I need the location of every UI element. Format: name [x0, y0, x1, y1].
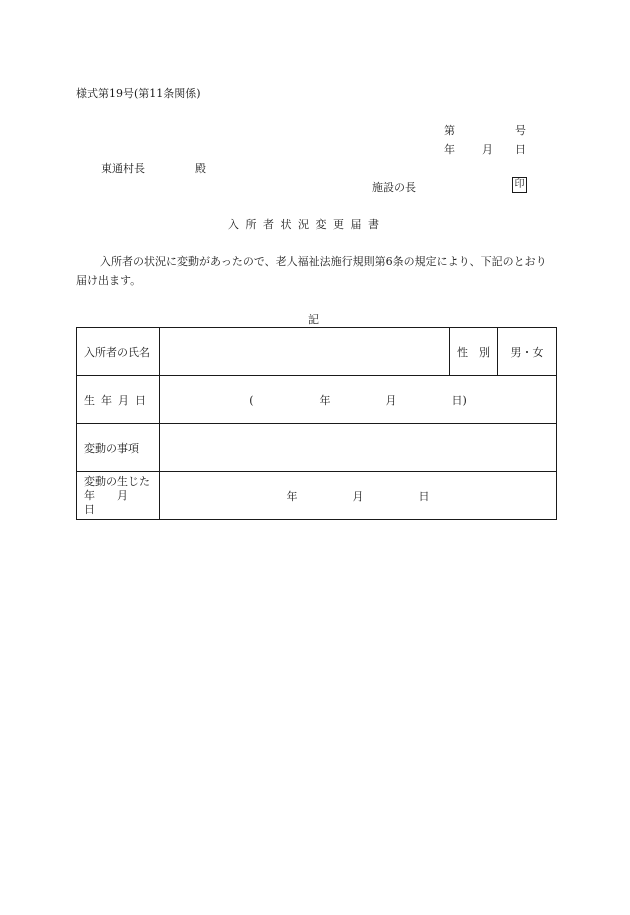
gender-value[interactable]: 男・女	[498, 328, 557, 376]
ki-label: 記	[308, 313, 319, 326]
addressee-honorific: 殿	[195, 162, 206, 175]
change-item-field[interactable]	[160, 424, 557, 472]
document-title: 入所者状況変更届書	[228, 218, 386, 231]
body-text: 入所者の状況に変動があったので、老人福祉法施行規則第6条の規定により、下記のとおり届け出ます。	[76, 255, 547, 287]
date-day: 日	[515, 143, 526, 156]
form-number: 様式第19号(第11条関係)	[76, 87, 201, 100]
gender-label: 性 別	[450, 328, 498, 376]
change-date-label-line1: 変動の生じた	[84, 474, 150, 488]
date-year: 年	[444, 143, 455, 156]
name-label: 入所者の氏名	[77, 328, 160, 376]
table-row-change-item	[77, 424, 557, 472]
name-field[interactable]	[160, 328, 450, 376]
change-date-label-line2: 年 月 日	[84, 488, 150, 516]
change-date-label	[77, 472, 160, 520]
table-row-name	[77, 328, 557, 376]
birthdate-label: 生年月日	[77, 376, 160, 424]
table-row-birthdate	[77, 376, 557, 424]
change-date-field[interactable]: 年 月 日	[160, 472, 557, 520]
birthdate-field[interactable]: ( 年 月 日)	[160, 376, 557, 424]
table-row-change-date	[77, 472, 557, 520]
change-item-label: 変動の事項	[77, 424, 160, 472]
addressee-name: 東通村長	[101, 162, 145, 175]
seal-mark: 印	[512, 177, 527, 193]
sender-label: 施設の長	[372, 181, 416, 194]
document-number-suffix: 号	[515, 124, 526, 137]
document-number-prefix: 第	[444, 124, 455, 137]
date-month: 月	[482, 143, 493, 156]
details-table	[76, 327, 557, 520]
